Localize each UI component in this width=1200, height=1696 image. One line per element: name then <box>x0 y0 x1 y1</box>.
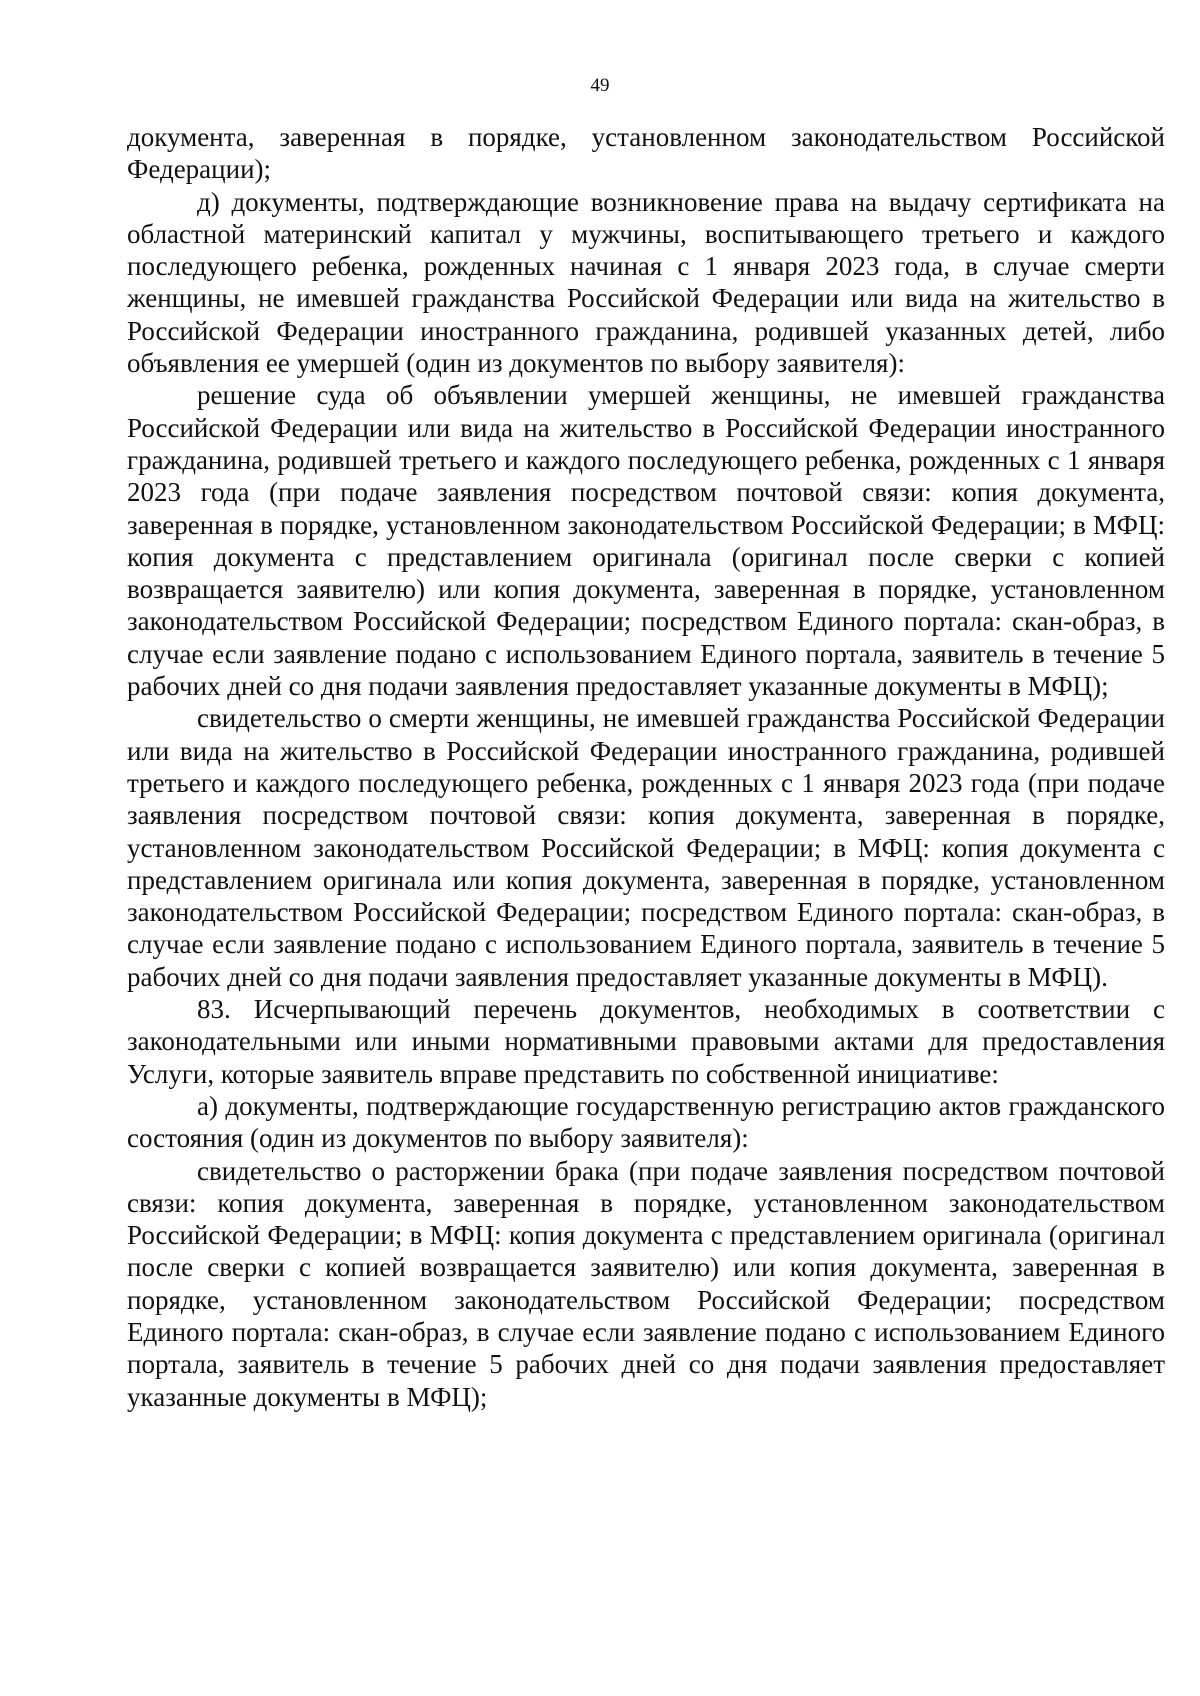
paragraph-item-a: а) документы, подтверждающие государственную регистрацию актов гражданского состояния (один из документов по выбору заявителя): <box>127 1090 1165 1154</box>
paragraph-item-d: д) документы, подтверждающие возникновение права на выдачу сертификата на областной материнский капитал у мужчины, воспитывающего третьего и каждого последующего ребенка, рожденных начиная с 1 января 2023 года, в случае смерти женщины, не имевшей гражданства Российской Федерации или вида на жительство в Российской Федерации иностранного гражданина, родившей указанных детей, либо объявления ее умершей (один из документов по выбору заявителя): <box>127 186 1165 379</box>
page-number: 49 <box>590 75 610 96</box>
paragraph-section-83: 83. Исчерпывающий перечень документов, необходимых в соответствии с законодательными или иными нормативными правовыми актами для предоставления Услуги, которые заявитель вправе представить по собственной инициативе: <box>127 994 1165 1089</box>
paragraph-death-certificate: свидетельство о смерти женщины, не имевшей гражданства Российской Федерации или вида на жительство в Российской Федерации иностранного гражданина, родившей третьего и каждого последующего ребенка, рожденных с 1 января 2023 года (при подаче заявления посредством почтовой связи: копия документа, заверенная в порядке, установленном законодательством Российской Федерации; в МФЦ: копия документа с представлением оригинала или копия документа, заверенная в порядке, установленном законодательством Российской Федерации; посредством Единого портала: скан-образ, в случае если заявление подано с использованием Единого портала, заявитель в течение 5 рабочих дней со дня подачи заявления предоставляет указанные документы в МФЦ). <box>127 703 1165 992</box>
paragraph-continuation: документа, заверенная в порядке, установленном законодательством Российской Федерации); <box>127 122 1165 185</box>
paragraph-court-decision: решение суда об объявлении умершей женщины, не имевшей гражданства Российской Федерации или вида на жительство в Российской Федерации иностранного гражданина, родившей третьего и каждого последующего ребенка, рожденных с 1 января 2023 года (при подаче заявления посредством почтовой связи: копия документа, заверенная в порядке, установленном законодательством Российской Федерации; в МФЦ: копия документа с представлением оригинала (оригинал после сверки с копией возвращается заявителю) или копия документа, заверенная в порядке, установленном законодательством Российской Федерации; посредством Единого портала: скан-образ, в случае если заявление подано с использованием Единого портала, заявитель в течение 5 рабочих дней со дня подачи заявления предоставляет указанные документы в МФЦ); <box>127 380 1165 702</box>
paragraph-divorce-certificate: свидетельство о расторжении брака (при подаче заявления посредством почтовой связи: копия документа, заверенная в порядке, установленном законодательством Российской Федерации; в МФЦ: копия документа с представлением оригинала (оригинал после сверки с копией возвращается заявителю) или копия документа, заверенная в порядке, установленном законодательством Российской Федерации; посредством Единого портала: скан-образ, в случае если заявление подано с использованием Единого портала, заявитель в течение 5 рабочих дней со дня подачи заявления предоставляет указанные документы в МФЦ); <box>127 1155 1165 1412</box>
document-body <box>127 121 1165 1413</box>
